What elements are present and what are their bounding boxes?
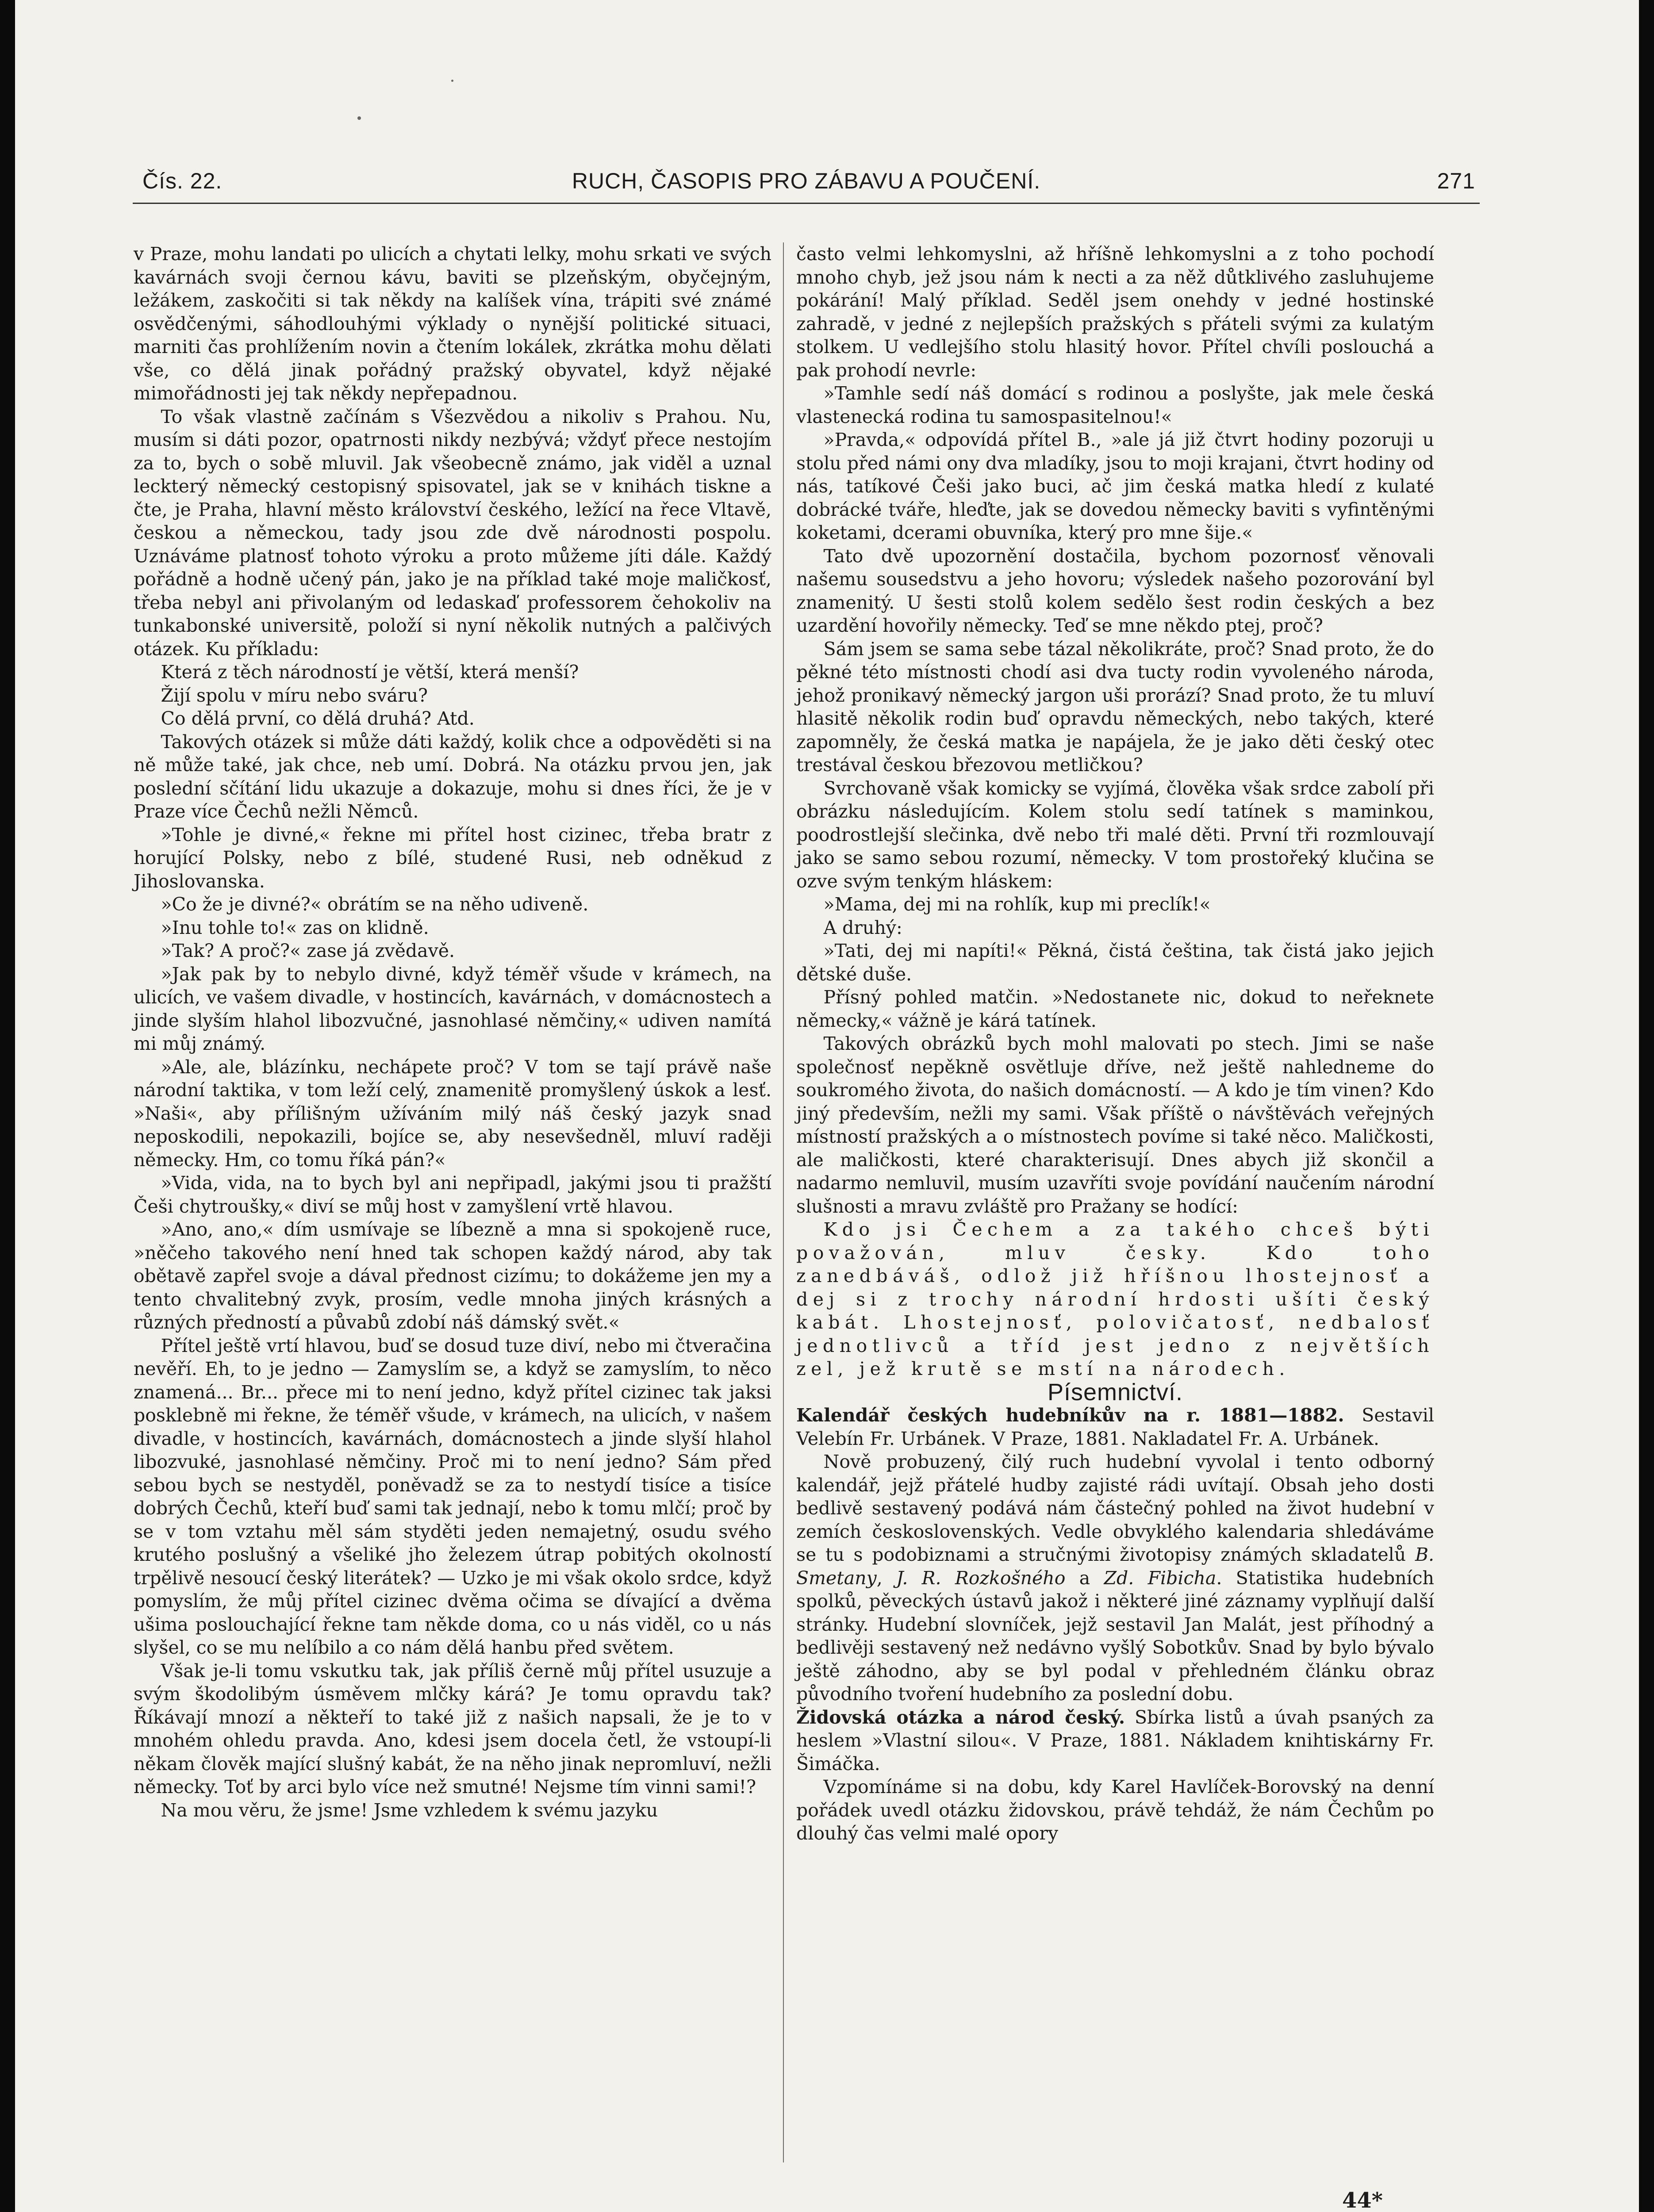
dialogue-paragraph: »Tohle je divné,« řekne mi přítel host cizinec, třeba bratr z horující Polsky, nebo z bílé, studené Rusi, neb odněkud z Jihoslovanska. xyxy=(134,824,771,892)
dialogue-paragraph: »Co že je divné?« obrátím se na něho udiveně. xyxy=(161,894,589,915)
dialogue-paragraph: »Ale, ale, blázínku, nechápete proč? V tom se tají právě naše národní taktika, v tom leží celý, znamenitě promyšlený úskok a lesť. »Naši«, aby přílišným užíváním milý náš český jazyk snad neposkodili, nepokazili, bojíce se, aby nesevšedněl, mluví raději německy. Hm, co tomu říká pán?« xyxy=(134,1056,771,1171)
review-text-part: Nově probuzený, čilý ruch hudební vyvolal i tento odborný kalendář, jejž přátelé hudby zajisté rádi uvítají. Obsah jeho dosti bedlivě sestavený podává nám částečný pohled na život hudební v zemích československých. Vedle obvyklého kalendaria shledáváme se tu s podobiznami a stručnými životopisy známých skladatelů xyxy=(796,1451,1434,1565)
composer-name: B. Smetany xyxy=(796,1544,1434,1589)
review-imprint: Sestavil Velebín Fr. Urbánek. V Praze, 1881. Nakladatel Fr. A. Urbánek. xyxy=(796,1405,1434,1449)
dialogue-paragraph: »Tak? A proč?« zase já zvědavě. xyxy=(161,940,455,961)
paragraph: Takových otázek si může dáti každý, kolik chce a odpověděti si na ně může také, jak chce, neb umí. Dobrá. Na otázku prvou jen, jak poslední sčítání lidu ukazuje a dokazuje, mohu si dnes říci, že je v Praze více Čechů nežli Němců. xyxy=(134,731,771,822)
review-text: Nově probuzený, čilý ruch hudební vyvolal i tento odborný kalendář, jejž přátelé hudby zajisté rádi uvítají. Obsah jeho dosti bedlivě sestavený podává nám částečný pohled na život hudební v zemích československých. Vedle obvyklého kalendaria shledáváme se tu s podobiznami a stručnými životopisy známých skladatelů B. Smetany, J. R. Rozkošného a Zd. Fibicha. Statistika hudebních spolků, pěveckých ústavů jakož i některé jiné záznamy vyplňují další stránky. Hudební slovníček, jejž sestavil Jan Malát, jest příhodný a bedlivěji sestavený než nedávno vyšlý Sobotkův. Snad by bylo bývalo ještě záhodno, aby se byl podal v přehledném článku obraz původního tvoření hudebního za poslední dobu. xyxy=(796,1451,1434,1705)
review-title: Kalendář českých hudebníkův na r. 1881—1882. xyxy=(796,1405,1344,1426)
left-column xyxy=(134,242,771,1822)
scan-edge-right xyxy=(1639,0,1654,2212)
question-line: Která z těch národností je větší, která menší? xyxy=(161,661,579,683)
page-number: 271 xyxy=(1437,169,1475,193)
paragraph: Takových obrázků bych mohl malovati po stech. Jimi se naše společnosť nepěkně osvětluje dříve, než ještě nahledneme do soukromého života, do našich domácností. — A kdo je tím vinen? Kdo jiný především, nežli my sami. Však příště o návštěvách veřejných místností pražských a o místnostech povíme si také něco. Maličkosti, ale maličkosti, které charakterisují. Dnes abych již skončil a nadarmo nemluvil, musím uzavříti svoje povídání naučením národní slušnosti a mravu zvláště pro Pražany se hodící: xyxy=(796,1033,1434,1217)
paragraph: Přítel ještě vrtí hlavou, buď se dosud tuze diví, nebo mi čtveračina nevěří. Eh, to je jedno — Zamyslím se, a když se zamyslím, to něco znamená... Br... přece mi to není jedno, když přítel cizinec tak jaksi posklebně mi řekne, že téměř všude, v krámech, na ulicích, v našem divadle, v hostincích, kavárnách, domácnostech a jinde slyší hlahol libozvuké, jasnohlasé němčiny. Proč mi to není jedno? Sám před sebou bych se nestyděl, poněvadž se za to nestydí tisíce a tisíce dobrých Čechů, kteří buď sami tak jednají, nebo k tomu mlčí; proč by se v tom vztahu měl sám styděti jeden nemajetný, osudu svého krutého poslušný a všeliké jho železem útrap pobitých okolností trpělivě nesoucí český literátek? — Uzko je mi však okolo srdce, když pomyslím, že můj přítel cizinec dvěma očima se dívající a dvěma ušima poslouchající řekne tam někde doma, co u nás viděl, co u nás slyšel, co se mu nelíbilo a co nám dělá hanbu před světem. xyxy=(134,1335,771,1658)
printer-signature: 44* xyxy=(1342,2188,1383,2212)
paragraph: Svrchovaně však komicky se vyjímá, člověka však srdce zabolí při obrázku následujícím. Kolem stolu sedí tatínek s maminkou, poodrostlejší slečinka, dvě nebo tři malé děti. První tři rozmlouvají jako se samo sebou rozumí, německy. V tom prostořeký klučina se ozve svým tenkým hláskem: xyxy=(796,777,1434,892)
dialogue-paragraph: »Inu tohle to!« zas on klidně. xyxy=(161,917,429,938)
dialogue-paragraph: »Ano, ano,« dím usmívaje se líbezně a mna si spokojeně ruce, »něčeho takového není hned tak schopen každý národ, aby tak obětavě zapřel svoje a dával přednost cizímu; to dokážeme jen my a tento chvalitebný zvyk, prosím, vedle mnoha jiných krásných a různých předností a půvabů zdobí náš dámský svět.« xyxy=(134,1219,771,1333)
journal-title: RUCH, ČASOPIS PRO ZÁBAVU A POUČENÍ. xyxy=(572,169,1041,193)
paragraph: Však je-li tomu vskutku tak, jak příliš černě můj přítel usuzuje a svým škodolibým úsměvem mlčky kárá? Je tomu opravdu tak? Říkávají mnozí a někteří to také již z našich napsali, že je to v mnohém ohledu pravda. Ano, kdesi jsem docela četl, že vstoupí-li někam člověk mající slušný kabát, že na něho jinak nepromluví, nežli německy. Toť by arci bylo více než smutné! Nejsme tím vinni sami!? xyxy=(134,1660,771,1797)
review-connector: a xyxy=(1079,1567,1090,1589)
dialogue-paragraph: »Vida, vida, na to bych byl ani nepřipadl, jakými jsou ti pražští Češi chytroušky,« diví se můj host v zamyšlení vrtě hlavou. xyxy=(134,1172,771,1217)
dialogue-paragraph: »Pravda,« odpovídá přítel B., »ale já již čtvrt hodiny pozoruji u stolu před námi ony dva mladíky, jsou to moji krajani, čtvrt hodiny od nás, tatíkové Češi jako buci, ač jim česká matka hledí z kulaté dobrácké tváře, hleďte, jak se dovedou německy baviti s vyfintěnými koketami, dcerami obuvníka, který pro mne šije.« xyxy=(796,429,1434,543)
review-imprint: Sbírka listů a úvah psaných za heslem »Vlastní silou«. V Praze, 1881. Nákladem knihtiskárny Fr. Šimáčka. xyxy=(796,1706,1434,1774)
running-header xyxy=(133,168,1480,200)
paper-speck xyxy=(451,80,453,82)
dialogue-paragraph: »Jak pak by to nebylo divné, když téměř všude v krámech, na ulicích, ve vašem divadle, v hostincích, kavárnách, v domácnostech a jinde slyším hlahol libozvučné, jasnohlasé němčiny,« udiven namítá mi můj známý. xyxy=(134,963,771,1054)
review-text-part: . Statistika hudebních spolků, pěveckých ústavů jakož i některé jiné záznamy vyplňují další stránky. Hudební slovníček, jejž sestavil Jan Malát, jest příhodný a bedlivěji sestavený než nedávno vyšlý Sobotkův. Snad by bylo bývalo ještě záhodno, aby se byl podal v přehledném článku obraz původního tvoření hudebního za poslední dobu. xyxy=(796,1567,1434,1705)
review-entry xyxy=(796,1706,1434,1776)
paragraph: často velmi lehkomyslni, až hříšně lehkomyslni a z toho pochodí mnoho chyb, jež jsou nám k necti a za něž důtklivého zasluhujeme pokárání! Malý příklad. Seděl jsem onehdy v jedné hostinské zahradě, v jedné z nejlepších pražských s přáteli svými za kulatým stolkem. U vedlejšího stolu hlasitý hovor. Přítel chvíli poslouchá a pak prohodí nevrle: xyxy=(796,243,1434,381)
header-rule xyxy=(133,203,1480,204)
dialogue-paragraph: A druhý: xyxy=(823,917,902,938)
paper-speck xyxy=(357,116,361,120)
dialogue-paragraph: »Mama, dej mi na rohlík, kup mi preclík!« xyxy=(823,894,1211,915)
review-text: Vzpomínáme si na dobu, kdy Karel Havlíček-Borovský na denní pořádek uvedl otázku židovskou, právě tehdáž, že nám Čechům po dlouhý čas velmi malé opory xyxy=(796,1776,1434,1844)
dialogue-paragraph: »Tati, dej mi napíti!« Pěkná, čistá čeština, tak čistá jako jejich dětské duše. xyxy=(796,940,1434,985)
scan-edge-left xyxy=(0,0,15,2212)
question-line: Žijí spolu v míru nebo sváru? xyxy=(161,684,428,706)
paragraph: Sám jsem se sama sebe tázal několikráte, proč? Snad proto, že do pěkné této místnosti chodí asi dva tucty rodin vyvoleného národa, jehož pronikavý německý jargon uši prorází? Snad proto, že tu mluví hlasitě několik rodin buď opravdu německých, nebo takých, které zapomněly, že česká matka je napájela, že je jako děti český otec trestával českou březovou metličkou? xyxy=(796,638,1434,776)
composer-name: Zd. Fibicha xyxy=(1104,1567,1217,1589)
composer-name: J. R. Rozkošného xyxy=(896,1567,1066,1589)
review-title: Židovská otázka a národ český. xyxy=(796,1706,1125,1728)
paragraph: Tato dvě upozornění dostačila, bychom pozornosť věnovali našemu sousedstvu a jeho hovoru; výsledek našeho pozorování byl znamenitý. U šesti stolů kolem sedělo šest rodin českých a bez uzardění hovořily německy. Teď se mne někdo ptej, proč? xyxy=(796,545,1434,636)
paragraph: v Praze, mohu landati po ulicích a chytati lelky, mohu srkati ve svých kavárnách svoji černou kávu, baviti se plzeňským, obyčejným, ležákem, zaskočiti si tak někdy na kalíšek vína, trápiti své známé osvědčenými, sáhodlouhými výklady o nynější politické situaci, marniti čas prohlížením novin a čtením lokálek, zkrátka mohu dělati vše, co dělá jinak pořádný pražský obyvatel, když nějaké mimořádnosti jej tak někdy nepřepadnou. xyxy=(134,243,771,404)
issue-number: Čís. 22. xyxy=(142,169,223,193)
right-column xyxy=(796,242,1434,1845)
paragraph: Přísný pohled matčin. »Nedostanete nic, dokud to neřeknete německy,« vážně je kárá tatínek. xyxy=(796,987,1434,1031)
question-line: Co dělá první, co dělá druhá? Atd. xyxy=(161,708,475,729)
section-title: Písemnictví. xyxy=(1047,1379,1183,1406)
paragraph: Na mou věru, že jsme! Jsme vzhledem k svému jazyku xyxy=(161,1799,658,1821)
dialogue-paragraph: »Tamhle sedí náš domácí s rodinou a poslyšte, jak mele česká vlastenecká rodina tu samospasitelnou!« xyxy=(796,383,1434,427)
spaced-maxim-paragraph: Kdo jsi Čechem a za takého chceš býti považován, mluv česky. Kdo toho zanedbáváš, odlož již hříšnou lhostejnosť a dej si z trochy národní hrdosti ušíti český kabát. Lhostejnosť, polovičatosť, nedbalosť jednotlivců a tříd jest jedno z největších zel, jež krutě se mstí na národech. xyxy=(796,1219,1434,1379)
column-divider xyxy=(783,242,784,2162)
review-entry xyxy=(796,1404,1434,1450)
paragraph: To však vlastně začínám s Všezvědou a nikoliv s Prahou. Nu, musím si dáti pozor, opatrnosti nikdy nezbývá; vždyť přece nestojím za to, bych o sobě mluvil. Jak všeobecně známo, jak viděl a uznal leckterý německý cestopisný spisovatel, jak se v knihách tiskne a čte, je Praha, hlavní město království českého, ležící na řece Vltavě, českou a německou, tady jsou zde dvě národnosti pospolu. Uznáváme platnosť tohoto výroku a proto můžeme jíti dále. Každý pořádně a hodně učený pán, jako je na příklad také moje maličkosť, třeba nebyl ani přivolaným od ledaskaď professorem čehokoliv na tunkabonské universitě, položí si nyní několik nutných a palčivých otázek. Ku příkladu: xyxy=(134,406,771,660)
